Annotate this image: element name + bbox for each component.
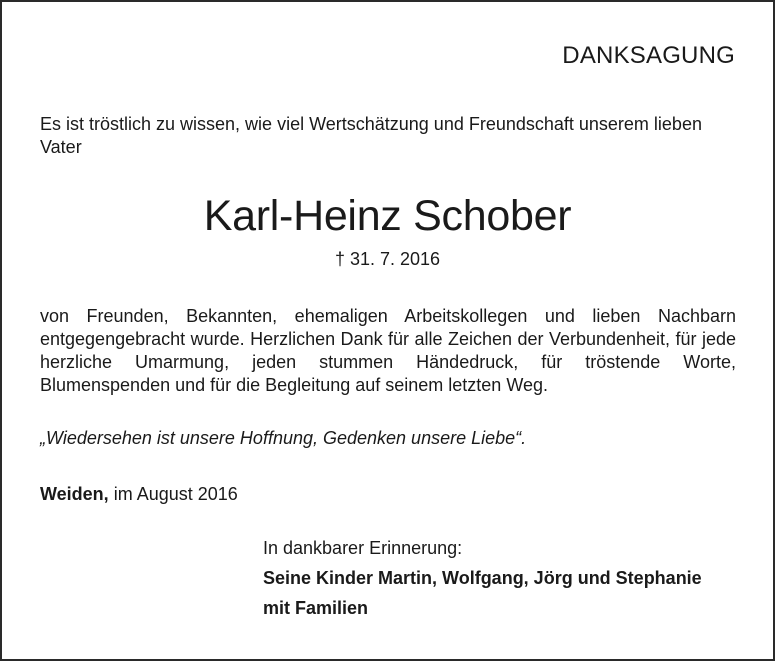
place-date: [40, 484, 238, 505]
date-text: im August 2016: [108, 484, 238, 504]
intro-text: Es ist tröstlich zu wissen, wie viel Wertschätzung und Freundschaft unserem lieben Vater: [40, 114, 702, 157]
memorial-quote: „Wiedersehen ist unsere Hoffnung, Gedenken unsere Liebe“.: [40, 428, 527, 448]
notice-heading: DANKSAGUNG: [562, 42, 735, 69]
thanks-body-text: von Freunden, Bekannten, ehemaligen Arbeitskollegen und lieben Nachbarn entgegengebracht wurde. Herzlichen Dank für alle Zeichen der Verbundenheit, für jede herzliche Umarmung, jeden stummen Händedruck, für tröstende Worte, Blumenspenden und für die Begleitung auf seinem letzten Weg.: [40, 306, 736, 395]
place-name: Weiden,: [40, 484, 109, 504]
signature-line-2: mit Familien: [263, 598, 369, 618]
signoff-intro: In dankbarer Erinnerung:: [263, 538, 463, 558]
signature-line-1: Seine Kinder Martin, Wolfgang, Jörg und Stephanie: [263, 568, 702, 588]
deceased-name: Karl-Heinz Schober: [203, 192, 572, 240]
death-date: † 31. 7. 2016: [334, 249, 441, 269]
